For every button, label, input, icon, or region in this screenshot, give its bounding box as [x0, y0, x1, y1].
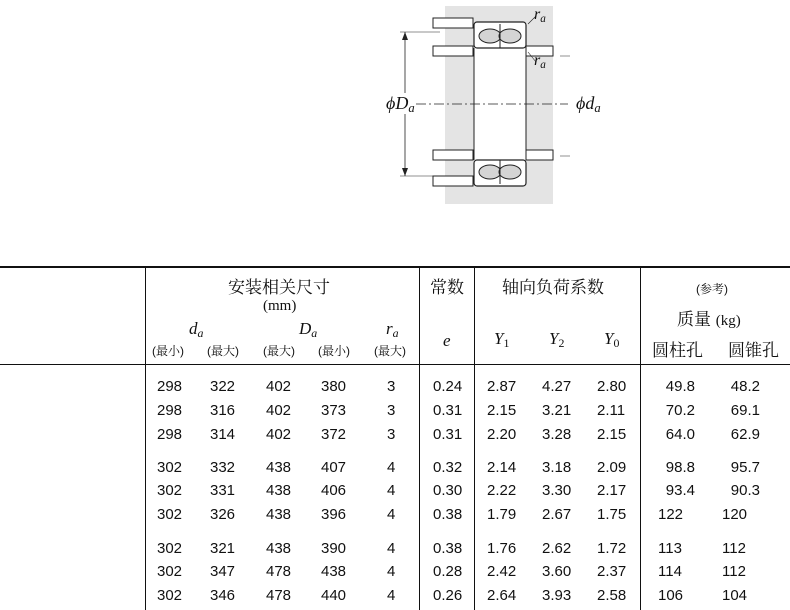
da-subscript: a — [197, 326, 204, 340]
label-Da-max: (最大) — [263, 344, 295, 358]
cell-da-min: 302 — [157, 459, 183, 476]
cell-ra-max: 4 — [387, 506, 396, 523]
housing-shoulder-bottom — [433, 150, 473, 160]
cell-y0: 2.58 — [597, 587, 627, 604]
cell-da-min: 298 — [157, 378, 183, 395]
cell-da-min: 302 — [157, 482, 183, 499]
cell-Da-min: 390 — [321, 540, 347, 557]
housing-shoulder-bottom-2 — [433, 176, 473, 186]
cell-da-max: 316 — [210, 402, 236, 419]
cell-y1: 2.42 — [487, 563, 517, 580]
cell-e: 0.38 — [433, 540, 463, 557]
y1-subscript: 1 — [503, 336, 510, 350]
mass-text: 质量 — [677, 310, 711, 329]
cell-y2: 3.30 — [542, 482, 572, 499]
phi-symbol: ϕ — [576, 93, 586, 113]
cell-mass-cyl: 93.4 — [665, 482, 695, 499]
cell-Da-max: 478 — [266, 587, 292, 604]
Da-letter: D — [299, 319, 312, 338]
housing-shoulder-top — [433, 18, 473, 28]
cell-da-min: 298 — [157, 426, 183, 443]
cell-y1: 2.14 — [487, 459, 517, 476]
cell-da-min: 302 — [157, 563, 183, 580]
diagram-da-label — [576, 93, 601, 114]
cell-Da-max: 438 — [266, 482, 292, 499]
cell-y2: 3.93 — [542, 587, 572, 604]
cell-mass-cyl: 114 — [658, 563, 682, 580]
divider-constant-axial — [474, 267, 475, 610]
table-top-rule — [0, 266, 790, 268]
group-axial-load-factor: 轴向负荷系数 — [502, 278, 604, 297]
cell-y0: 1.75 — [597, 506, 627, 523]
housing-shoulder-top-2 — [433, 46, 473, 56]
y2-subscript: 2 — [558, 336, 565, 350]
cell-ra-max: 4 — [387, 587, 396, 604]
cell-ra-max: 3 — [387, 426, 396, 443]
label-ra-max: (最大) — [374, 344, 406, 358]
roller-top-right — [499, 29, 521, 43]
cell-e: 0.30 — [433, 482, 463, 499]
ra-letter: r — [534, 52, 541, 69]
phi-symbol: ϕ — [386, 93, 396, 113]
cell-y2: 3.28 — [542, 426, 572, 443]
mass-unit: (kg) — [715, 313, 741, 329]
group-mounting-dimensions: 安装相关尺寸 — [228, 278, 330, 297]
Da-letter: D — [395, 93, 409, 113]
mounting-unit: (mm) — [263, 298, 297, 314]
cell-da-min: 302 — [157, 587, 183, 604]
cell-y2: 3.21 — [542, 402, 572, 419]
cell-mass-tap: 112 — [722, 540, 746, 557]
cell-y2: 2.62 — [542, 540, 572, 557]
cell-mass-tap: 112 — [722, 563, 746, 580]
header-e: e — [443, 331, 451, 350]
cell-da-min: 298 — [157, 402, 183, 419]
cell-mass-tap: 120 — [722, 506, 748, 523]
cell-ra-max: 3 — [387, 378, 396, 395]
cell-Da-min: 406 — [321, 482, 347, 499]
cell-Da-max: 438 — [266, 459, 292, 476]
cell-mass-cyl: 49.8 — [665, 378, 695, 395]
bearing-envelope — [474, 46, 526, 164]
cell-Da-min: 372 — [321, 426, 347, 443]
cell-mass-tap: 104 — [722, 587, 748, 604]
cell-da-min: 302 — [157, 540, 183, 557]
tapered-bore-label: 圆锥孔 — [728, 341, 779, 360]
diagram-ra-label-mid — [534, 52, 546, 70]
header-da — [189, 319, 204, 340]
cell-ra-max: 4 — [387, 459, 396, 476]
diagram-Da-label — [386, 93, 415, 114]
cell-y2: 4.27 — [542, 378, 572, 395]
da-letter: d — [585, 93, 595, 113]
ra-subscript: a — [540, 59, 546, 71]
mass-label — [677, 311, 741, 329]
shaft-shoulder-bottom — [526, 150, 553, 160]
cell-y1: 2.87 — [487, 378, 517, 395]
cell-mass-cyl: 122 — [658, 506, 684, 523]
cell-y1: 2.64 — [487, 587, 517, 604]
da-letter: d — [189, 319, 198, 338]
cell-mass-tap: 90.3 — [730, 482, 760, 499]
divider-axial-mass — [640, 267, 641, 610]
cell-mass-cyl: 106 — [658, 587, 684, 604]
cell-mass-tap: 69.1 — [730, 402, 760, 419]
cell-y1: 1.79 — [487, 506, 517, 523]
header-ra — [386, 319, 399, 340]
cell-Da-max: 478 — [266, 563, 292, 580]
cell-ra-max: 4 — [387, 563, 396, 580]
cell-Da-min: 440 — [321, 587, 347, 604]
cell-da-max: 321 — [210, 540, 236, 557]
Da-subscript: a — [408, 101, 415, 115]
cell-e: 0.31 — [433, 426, 463, 443]
diagram-ra-label-top — [534, 6, 546, 24]
cell-y2: 2.67 — [542, 506, 572, 523]
cell-e: 0.38 — [433, 506, 463, 523]
header-y2 — [549, 329, 565, 350]
Da-subscript: a — [311, 326, 318, 340]
roller-top-left — [479, 29, 501, 43]
cell-ra-max: 4 — [387, 540, 396, 557]
cell-e: 0.31 — [433, 402, 463, 419]
cell-y0: 2.11 — [597, 402, 626, 419]
ra-subscript: a — [392, 326, 399, 340]
cell-e: 0.26 — [433, 587, 463, 604]
ra-letter: r — [386, 319, 393, 338]
ra-letter: r — [534, 6, 541, 23]
cell-y1: 2.15 — [487, 402, 517, 419]
label-da-max: (最大) — [207, 344, 239, 358]
roller-bottom-right — [499, 165, 521, 179]
y0-subscript: 0 — [613, 336, 620, 350]
cell-da-max: 346 — [210, 587, 236, 604]
cell-mass-cyl: 113 — [658, 540, 682, 557]
header-y1 — [494, 329, 510, 350]
cell-y0: 2.80 — [597, 378, 627, 395]
cell-mass-cyl: 98.8 — [665, 459, 695, 476]
y0-letter: Y — [604, 329, 614, 348]
ra-subscript: a — [540, 13, 546, 25]
cell-e: 0.32 — [433, 459, 463, 476]
header-bottom-rule — [0, 364, 790, 365]
cell-y0: 2.15 — [597, 426, 627, 443]
cell-y0: 2.09 — [597, 459, 627, 476]
divider-left — [145, 267, 146, 610]
header-Da — [299, 319, 318, 340]
cell-da-max: 332 — [210, 459, 236, 476]
cell-Da-max: 438 — [266, 540, 292, 557]
cell-da-max: 322 — [210, 378, 236, 395]
cell-y2: 3.60 — [542, 563, 572, 580]
cell-y1: 2.22 — [487, 482, 517, 499]
y2-letter: Y — [549, 329, 559, 348]
cell-y0: 2.17 — [597, 482, 627, 499]
header-y0 — [604, 329, 620, 350]
cell-Da-min: 380 — [321, 378, 347, 395]
cell-da-max: 326 — [210, 506, 236, 523]
cell-Da-min: 407 — [321, 459, 347, 476]
cell-y1: 1.76 — [487, 540, 517, 557]
y1-letter: Y — [494, 329, 504, 348]
cell-Da-max: 402 — [266, 402, 292, 419]
cell-da-min: 302 — [157, 506, 183, 523]
roller-bottom-left — [479, 165, 501, 179]
cell-Da-max: 438 — [266, 506, 292, 523]
cell-ra-max: 3 — [387, 402, 396, 419]
cell-mass-tap: 95.7 — [730, 459, 760, 476]
cell-da-max: 331 — [210, 482, 236, 499]
cell-e: 0.24 — [433, 378, 463, 395]
reference-label: (参考) — [696, 282, 728, 296]
cell-mass-tap: 62.9 — [730, 426, 760, 443]
group-constant: 常数 — [430, 278, 464, 297]
cylindrical-bore-label: 圆柱孔 — [652, 341, 703, 360]
cell-Da-min: 373 — [321, 402, 347, 419]
cell-y1: 2.20 — [487, 426, 517, 443]
divider-mounting-constant — [419, 267, 420, 610]
cell-mass-cyl: 70.2 — [665, 402, 695, 419]
cell-da-max: 347 — [210, 563, 236, 580]
cell-mass-tap: 48.2 — [730, 378, 760, 395]
cell-y0: 2.37 — [597, 563, 627, 580]
da-subscript: a — [594, 101, 601, 115]
cell-da-max: 314 — [210, 426, 236, 443]
label-Da-min: (最小) — [318, 344, 350, 358]
cell-y2: 3.18 — [542, 459, 572, 476]
cell-ra-max: 4 — [387, 482, 396, 499]
cell-Da-min: 438 — [321, 563, 347, 580]
cell-Da-max: 402 — [266, 426, 292, 443]
label-da-min: (最小) — [152, 344, 184, 358]
cell-e: 0.28 — [433, 563, 463, 580]
cell-mass-cyl: 64.0 — [665, 426, 695, 443]
cell-y0: 1.72 — [597, 540, 627, 557]
cell-Da-min: 396 — [321, 506, 347, 523]
cell-Da-max: 402 — [266, 378, 292, 395]
